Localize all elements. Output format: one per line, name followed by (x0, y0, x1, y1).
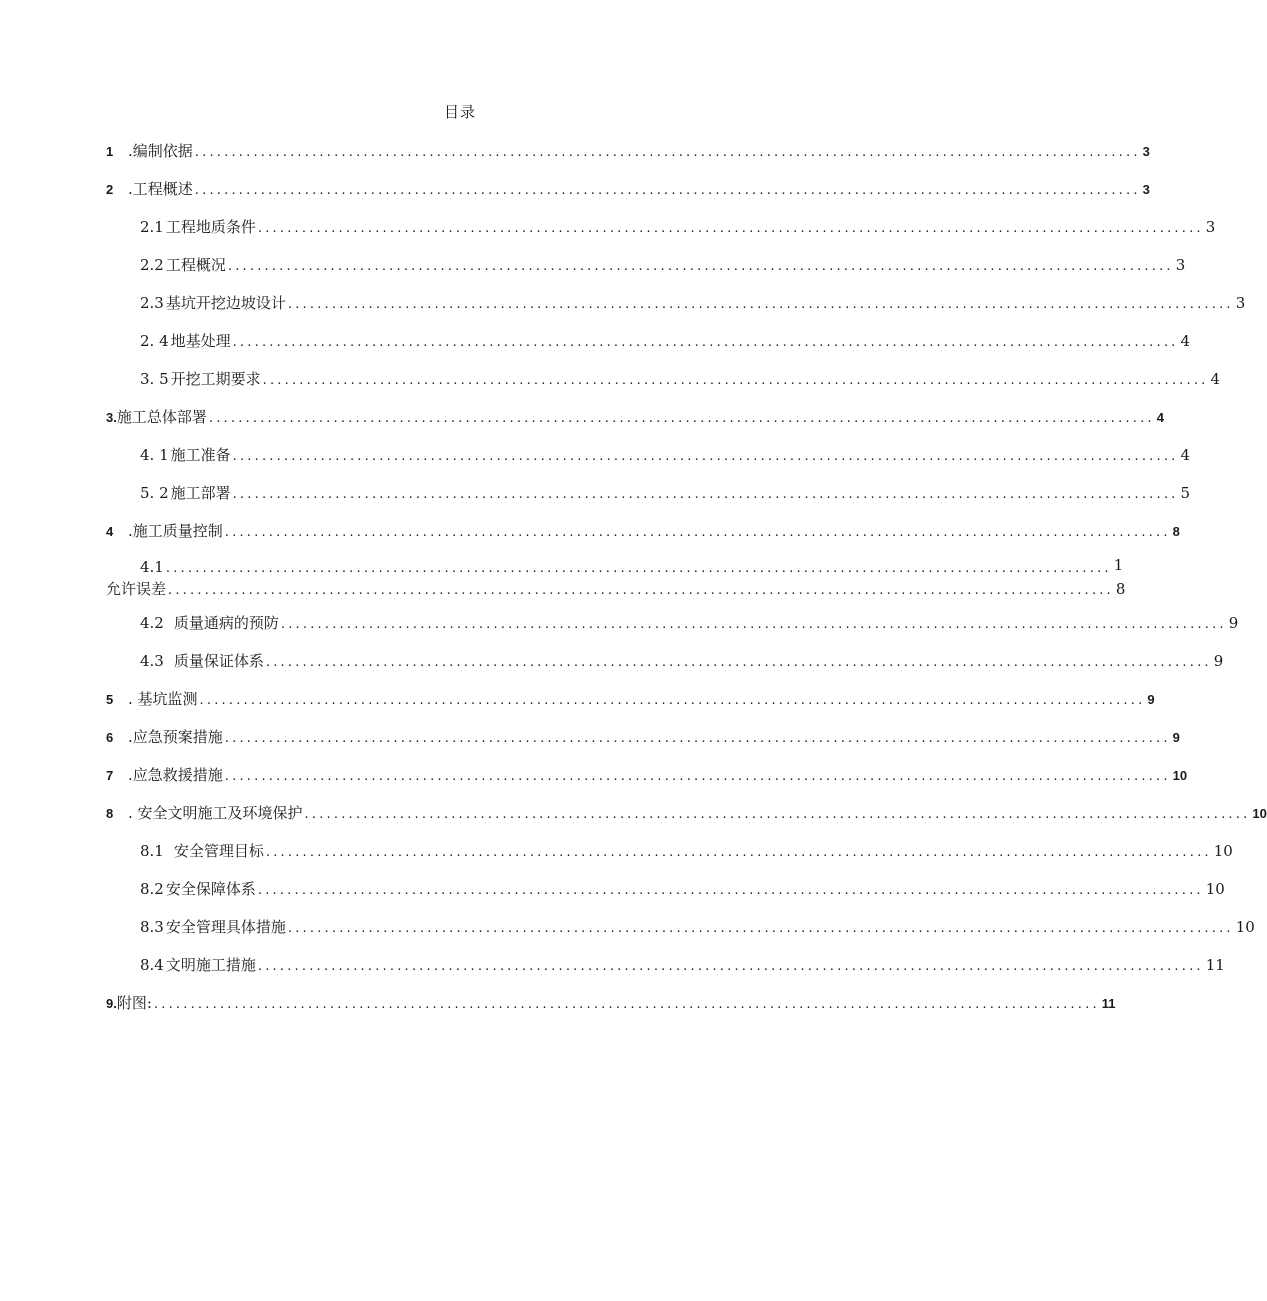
toc-entry-label (140, 440, 231, 470)
toc-dot-leader: ................................................................................................................................. (208, 411, 1155, 426)
toc-entry-number: 4.1 (140, 558, 164, 576)
toc-dot-leader: ................................................................................................................................. (224, 769, 1171, 784)
toc-entry-1[interactable] (106, 136, 1150, 174)
toc-entry-title: .编制依据 (128, 142, 193, 160)
toc-entry-4-1-continued[interactable] (106, 576, 1126, 608)
toc-entry-number: 2.3 (140, 294, 164, 312)
toc-dot-leader: ................................................................................................................................. (153, 997, 1100, 1012)
toc-entry-label (140, 250, 226, 280)
toc-entry-label (140, 212, 256, 242)
toc-entry-8-2[interactable] (106, 874, 1225, 912)
toc-entry-title: 施工总体部署 (116, 408, 207, 426)
toc-entry-page: 10 (1235, 918, 1255, 936)
toc-entry-4-1[interactable] (106, 554, 1124, 576)
toc-dot-leader: ................................................................................................................................. (227, 259, 1174, 274)
toc-title: 目录 (443, 103, 476, 121)
toc-entry-page: 9 (1147, 692, 1155, 707)
toc-entry-number: 3. (106, 410, 117, 425)
toc-entry-number: 5. 2 (140, 484, 169, 502)
toc-entry-6[interactable] (106, 722, 1180, 760)
toc-entry-number: 2 (106, 182, 114, 197)
toc-entry-3[interactable] (106, 402, 1164, 440)
toc-entry-2-2[interactable] (106, 250, 1186, 288)
toc-entry-page: 11 (1101, 996, 1116, 1011)
toc-entry-label (106, 136, 193, 167)
toc-entry-number: 6 (106, 730, 114, 745)
toc-entry-8-4[interactable] (106, 950, 1225, 988)
toc-entry-number: 2.2 (140, 256, 164, 274)
toc-entry-title: 地基处理 (170, 332, 231, 350)
toc-entry-number: 8.3 (140, 918, 164, 936)
toc-entry-number: 9. (106, 996, 117, 1011)
toc-entry-page: 3 (1235, 294, 1246, 312)
toc-dot-leader: ................................................................................................................................. (265, 655, 1212, 670)
toc-entry-3-5[interactable] (106, 364, 1221, 402)
toc-entry-7[interactable] (106, 760, 1188, 798)
toc-dot-leader: ................................................................................................................................. (257, 883, 1204, 898)
toc-entry-title: 安全保障体系 (165, 880, 256, 898)
toc-entry-label (106, 684, 198, 715)
toc-entry-number: 4.2 (140, 614, 164, 632)
toc-entry-number: 3. 5 (140, 370, 169, 388)
toc-entry-2-1[interactable] (106, 212, 1216, 250)
toc-entry-4[interactable] (106, 516, 1180, 554)
toc-entry-4-3[interactable] (106, 646, 1224, 684)
toc-entry-page: 3 (1205, 218, 1216, 236)
toc-dot-leader: ................................................................................................................................. (168, 583, 1114, 598)
toc-entry-page: 3 (1142, 144, 1150, 159)
toc-entry-number: 7 (106, 768, 114, 783)
toc-entry-number: 8.4 (140, 956, 164, 974)
toc-entry-label (140, 364, 261, 394)
toc-entry-page: 4 (1180, 332, 1191, 350)
toc-entry-5[interactable] (106, 684, 1155, 722)
toc-dot-leader: ................................................................................................................................. (199, 693, 1146, 708)
toc-entry-title: 安全管理具体措施 (165, 918, 286, 936)
toc-dot-leader: ................................................................................................................................. (232, 449, 1179, 464)
toc-entry-8[interactable] (106, 798, 1267, 836)
toc-entry-title: 文明施工措施 (165, 956, 256, 974)
toc-entry-page: 10 (1172, 768, 1188, 783)
toc-entry-title: 安全管理目标 (173, 842, 264, 860)
toc-dot-leader: ................................................................................................................................. (262, 373, 1209, 388)
toc-entry-number: 4. 1 (140, 446, 169, 464)
toc-dot-leader: ................................................................................................................................. (194, 183, 1141, 198)
toc-entry-title: 施工准备 (170, 446, 231, 464)
toc-entry-page: 3 (1142, 182, 1150, 197)
toc-entry-2-3[interactable] (106, 288, 1246, 326)
toc-entry-title: 质量通病的预防 (173, 614, 279, 632)
toc-dot-leader: ................................................................................................................................. (257, 959, 1204, 974)
toc-entry-label (140, 646, 264, 676)
toc-entry-9[interactable] (106, 988, 1116, 1026)
toc-dot-leader: ................................................................................................................................. (194, 145, 1141, 160)
toc-entry-page: 3 (1175, 256, 1186, 274)
toc-entry-number: 8 (106, 806, 114, 821)
toc-entry-number: 8.1 (140, 842, 164, 860)
toc-entry-page: 10 (1252, 806, 1267, 821)
toc-entry-title: .应急救援措施 (128, 766, 223, 784)
toc-dot-leader: ................................................................................................................................. (280, 617, 1227, 632)
toc-entry-label (106, 516, 223, 547)
toc-entry-page: 9 (1228, 614, 1239, 632)
toc-dot-leader: ................................................................................................................................. (287, 297, 1234, 312)
toc-entry-page-fragment: 1 (1113, 556, 1124, 574)
table-of-contents (106, 136, 1267, 1026)
toc-entry-label (106, 798, 303, 829)
toc-entry-title: . 安全文明施工及环境保护 (128, 804, 303, 822)
toc-entry-4-1-prep[interactable] (106, 440, 1191, 478)
toc-entry-number: 8.2 (140, 880, 164, 898)
toc-entry-page: 4 (1210, 370, 1221, 388)
toc-entry-page: 4 (1180, 446, 1191, 464)
toc-entry-page: 10 (1205, 880, 1225, 898)
toc-entry-number: 5 (106, 692, 114, 707)
toc-entry-label (106, 760, 223, 791)
toc-entry-label (106, 988, 152, 1019)
toc-dot-leader: ................................................................................................................................. (287, 921, 1234, 936)
toc-dot-leader: ................................................................................................................................. (232, 487, 1179, 502)
toc-entry-page: 9 (1172, 730, 1180, 745)
toc-dot-leader: ................................................................................................................................. (257, 221, 1204, 236)
toc-entry-label (140, 912, 286, 942)
toc-entry-title: 工程地质条件 (165, 218, 256, 236)
toc-dot-leader: ................................................................................................................................. (232, 335, 1179, 350)
toc-entry-2[interactable] (106, 174, 1150, 212)
toc-entry-4-2[interactable] (106, 608, 1239, 646)
toc-entry-title: .应急预案措施 (128, 728, 223, 746)
toc-entry-label (106, 174, 193, 205)
toc-dot-leader: ................................................................................................................................. (304, 807, 1251, 822)
toc-entry-8-1[interactable] (106, 836, 1233, 874)
toc-dot-leader: ................................................................................................................................. (224, 525, 1171, 540)
toc-entry-label (140, 874, 256, 904)
toc-entry-title: .施工质量控制 (128, 522, 223, 540)
toc-dot-leader: ................................................................................................................................. (265, 845, 1212, 860)
toc-entry-label (140, 478, 231, 508)
toc-entry-title: 质量保证体系 (173, 652, 264, 670)
toc-entry-title: . 基坑监测 (128, 690, 198, 708)
toc-entry-page: 8 (1172, 524, 1180, 539)
toc-entry-number: 4.3 (140, 652, 164, 670)
toc-entry-number: 2. 4 (140, 332, 169, 350)
toc-entry-title: 施工部署 (170, 484, 231, 502)
toc-entry-label (106, 722, 223, 753)
toc-entry-number: 4 (106, 524, 114, 539)
toc-entry-label (106, 402, 207, 433)
toc-dot-leader: ................................................................................................................................. (165, 561, 1112, 576)
toc-entry-title: .工程概述 (128, 180, 193, 198)
toc-entry-number: 1 (106, 144, 114, 159)
toc-entry-label (140, 326, 231, 356)
toc-entry-title: 工程概况 (165, 256, 226, 274)
toc-entry-title: 允许误差 (106, 580, 167, 598)
toc-entry-label (140, 950, 256, 980)
toc-dot-leader: ................................................................................................................................. (224, 731, 1171, 746)
toc-entry-title: 基坑开挖边坡设计 (165, 294, 286, 312)
toc-entry-page: 10 (1213, 842, 1233, 860)
toc-entry-title: 开挖工期要求 (170, 370, 261, 388)
toc-entry-8-3[interactable] (106, 912, 1255, 950)
toc-entry-page: 11 (1205, 956, 1225, 974)
toc-entry-number: 2.1 (140, 218, 164, 236)
toc-entry-label (140, 608, 279, 638)
toc-entry-page: 9 (1213, 652, 1224, 670)
toc-entry-page: 5 (1180, 484, 1191, 502)
toc-entry-2-4[interactable] (106, 326, 1191, 364)
toc-entry-5-2[interactable] (106, 478, 1191, 516)
toc-entry-label (140, 288, 286, 318)
toc-entry-page: 8 (1115, 580, 1126, 598)
toc-entry-title: 附图: (116, 994, 152, 1012)
toc-entry-page: 4 (1156, 410, 1164, 425)
toc-entry-label (140, 836, 264, 866)
